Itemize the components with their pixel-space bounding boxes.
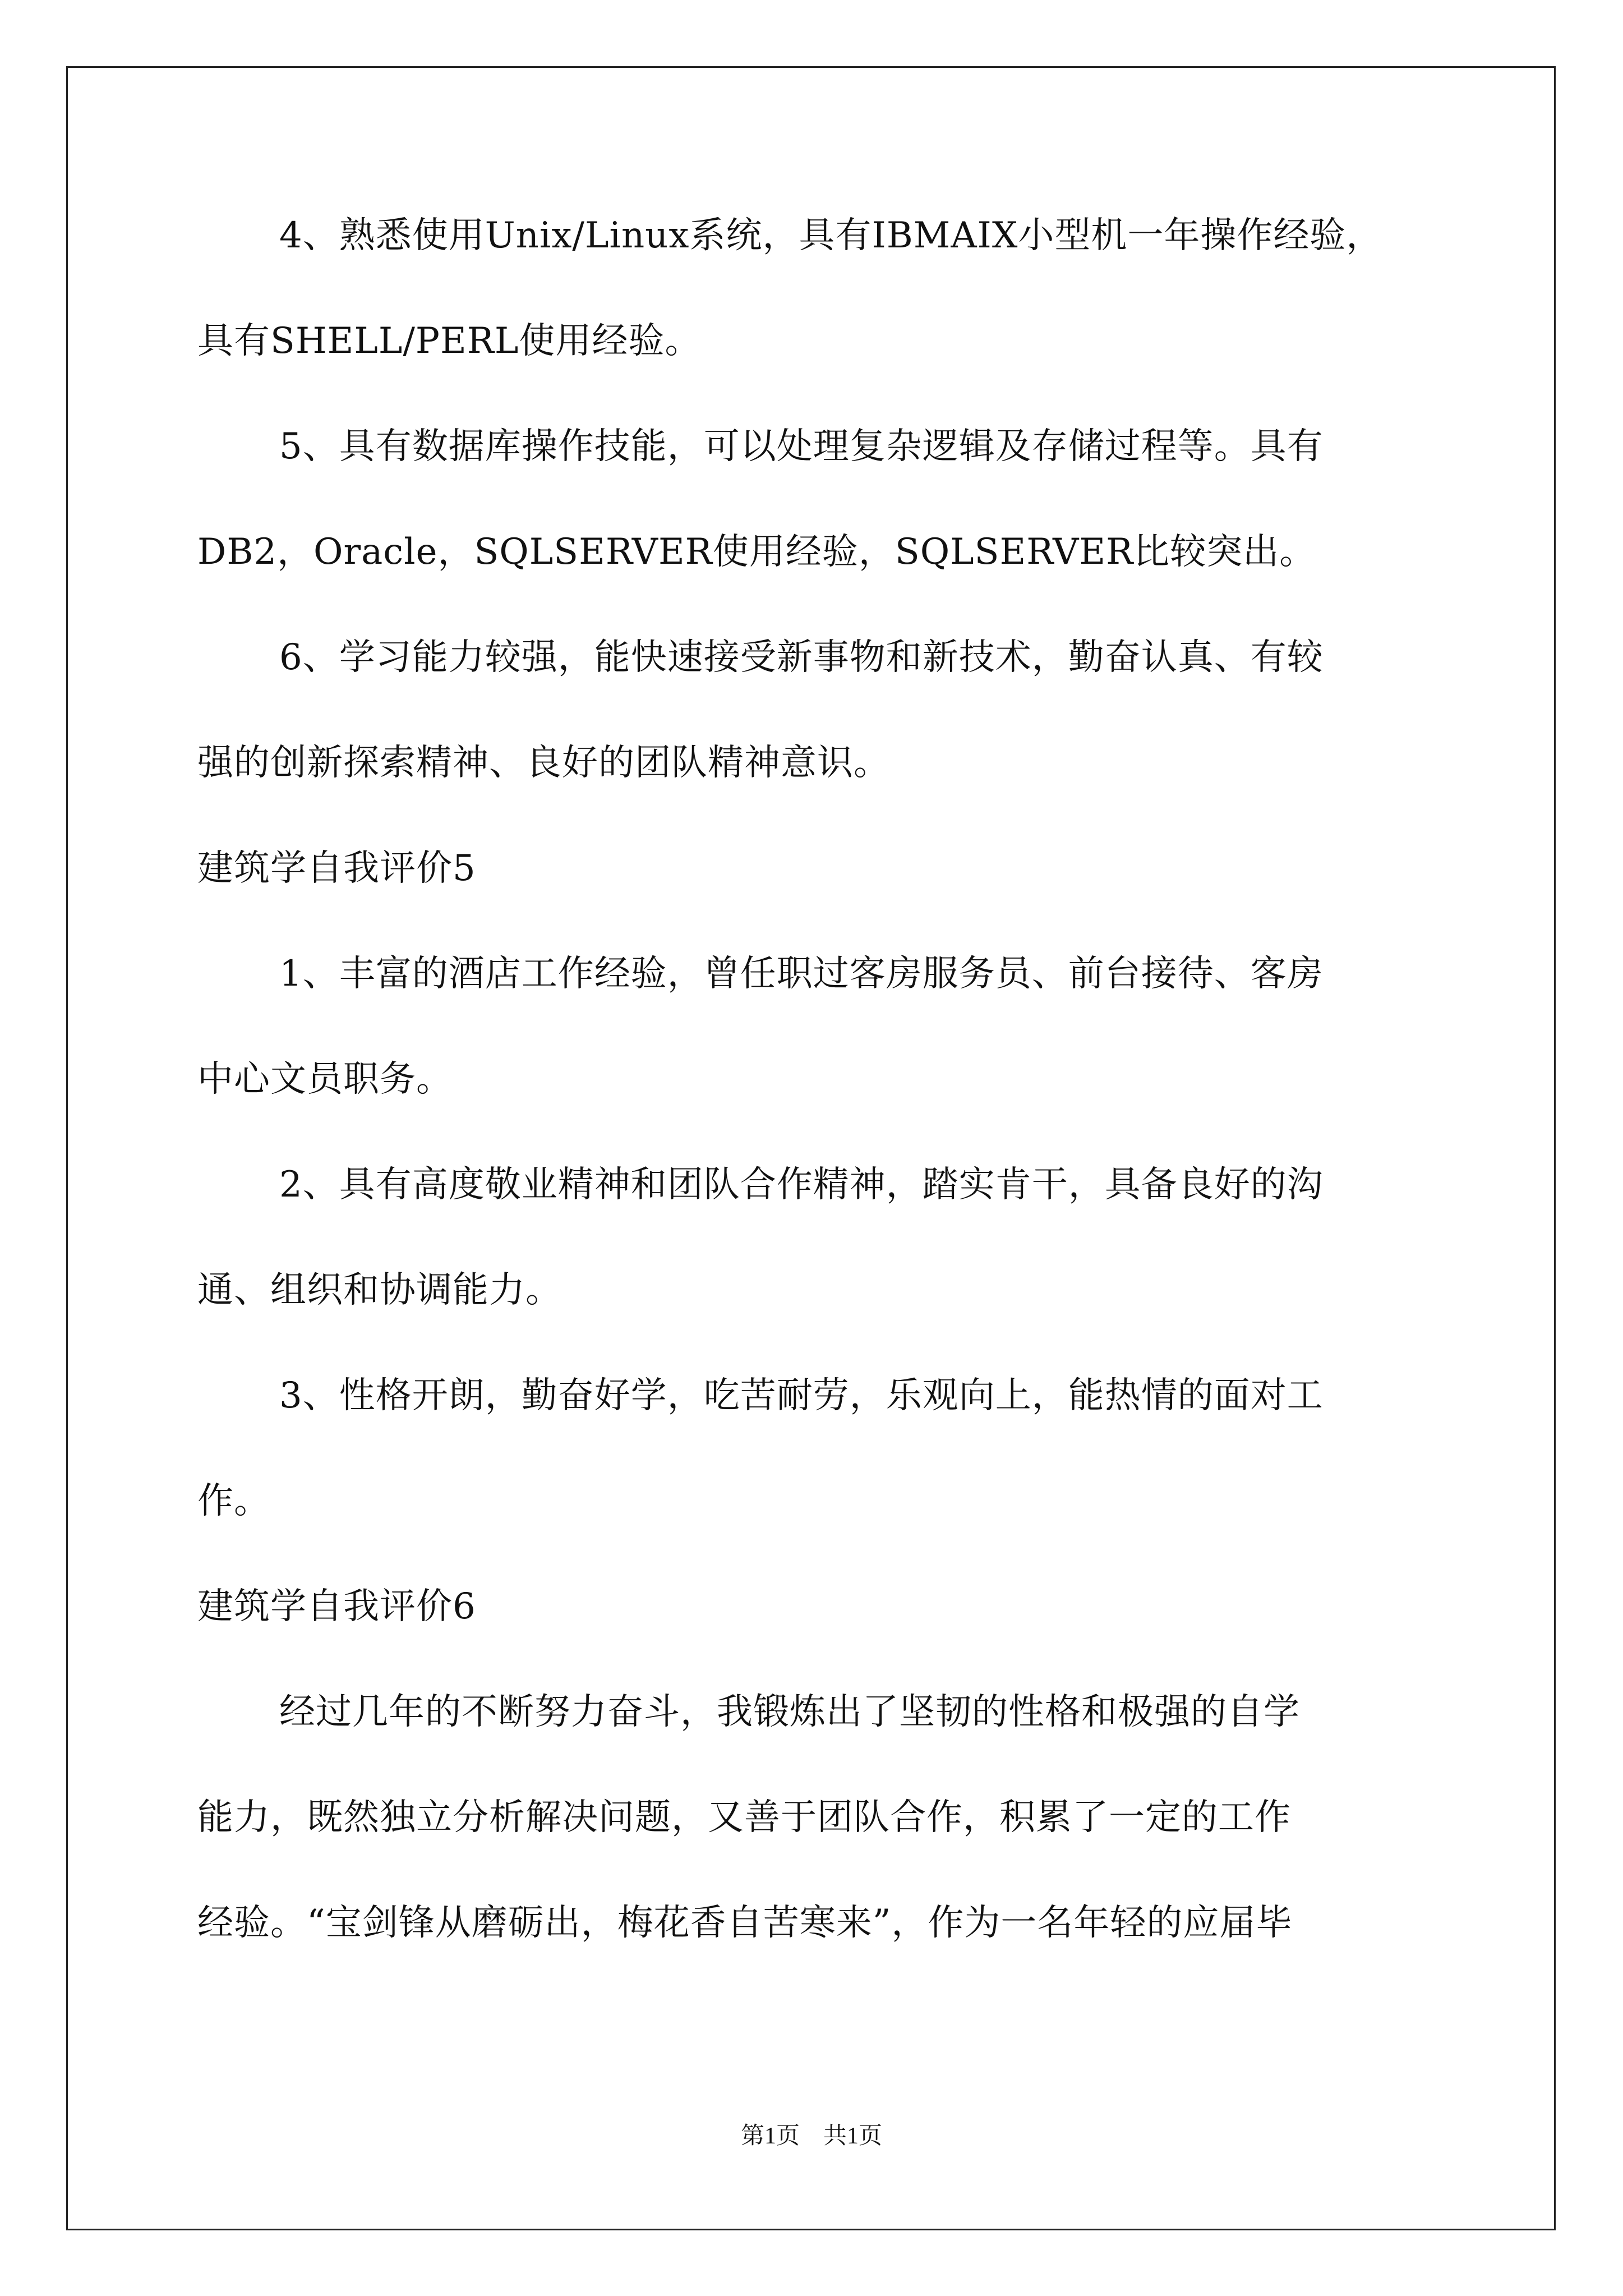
section-heading: 建筑学自我评价5 [197,848,476,889]
text-line: 通、组织和协调能力。 [197,1269,562,1311]
text-line: 3、性格开朗，勤奋好学，吃苦耐劳，乐观向上，能热情的面对工 [279,1375,1324,1416]
text-line: 5、具有数据库操作技能，可以处理复杂逻辑及存储过程等。具有 [279,426,1324,467]
text-line: 作。 [197,1480,270,1522]
text-line: 中心文员职务。 [197,1059,453,1100]
text-line: 1、丰富的酒店工作经验，曾任职过客房服务员、前台接待、客房 [279,953,1324,995]
text-line: 具有SHELL/PERL使用经验。 [197,320,702,362]
text-line: 6、学习能力较强，能快速接受新事物和新技术，勤奋认真、有较 [279,637,1324,678]
text-line: DB2，Oracle，SQLSERVER使用经验，SQLSERVER比较突出。 [197,531,1316,573]
text-line: 经过几年的不断努力奋斗，我锻炼出了坚韧的性格和极强的自学 [279,1691,1300,1733]
text-line: 经验。“宝剑锋从磨砺出，梅花香自苦寒来”，作为一名年轻的应届毕 [197,1902,1293,1944]
text-line: 能力，既然独立分析解决问题，又善于团队合作，积累了一定的工作 [197,1797,1291,1838]
text-line: 强的创新探索精神、良好的团队精神意识。 [197,742,890,784]
page-number-footer: 第1页 共1页 [740,2123,882,2149]
text-line: 4、熟悉使用Unix/Linux系统，具有IBMAIX小型机一年操作经验， [279,215,1383,256]
text-line: 2、具有高度敬业精神和团队合作精神，踏实肯干，具备良好的沟 [279,1164,1324,1205]
section-heading: 建筑学自我评价6 [197,1586,476,1627]
